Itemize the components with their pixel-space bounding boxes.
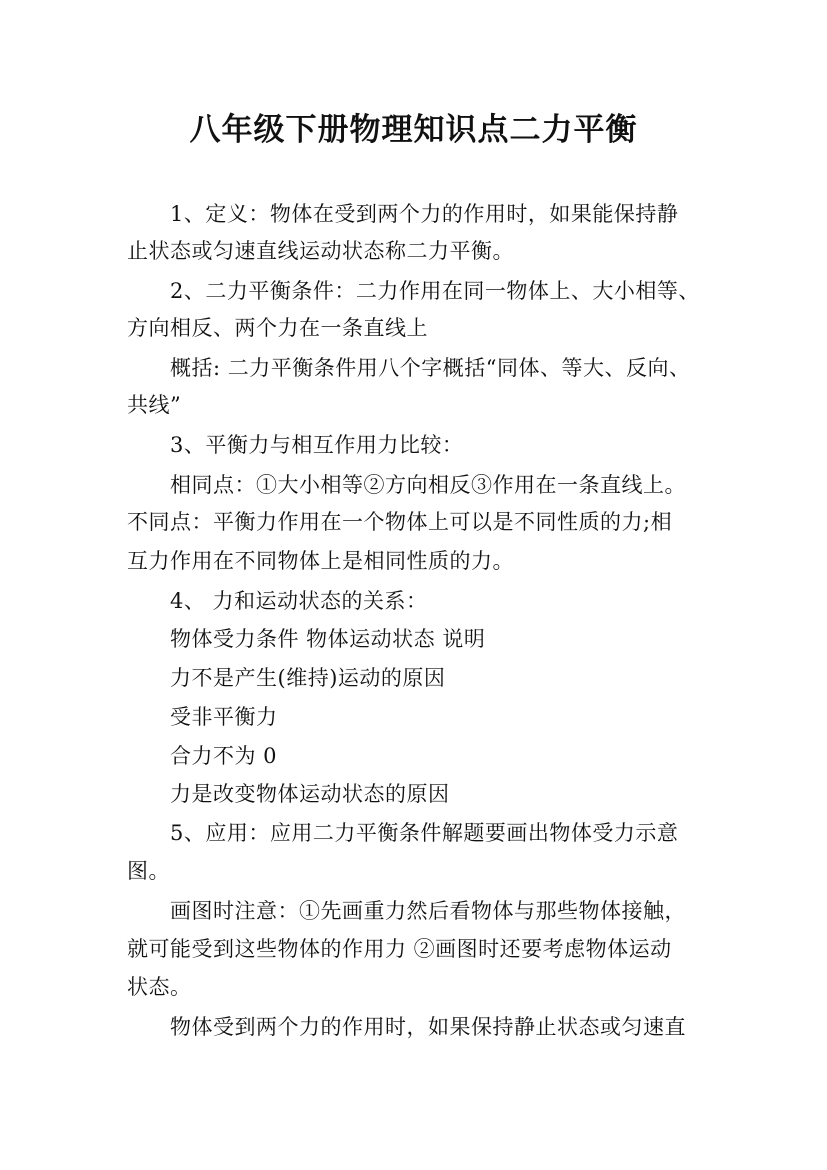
text-line: 状态。: [127, 975, 192, 999]
text-line: 5、应用：应用二力平衡条件解题要画出物体受力示意: [170, 821, 679, 845]
text-line: 1、定义：物体在受到两个力的作用时，如果能保持静: [170, 202, 679, 226]
text-line: 合力不为 0: [170, 744, 278, 768]
text-line: 概括: 二力平衡条件用八个字概括“同体、等大、反向、: [170, 356, 691, 380]
text-line: 4、 力和运动状态的关系：: [170, 589, 428, 613]
text-line: 互力作用在不同物体上是相同性质的力。: [127, 549, 514, 573]
document-title: 八年级下册物理知识点二力平衡: [189, 112, 638, 148]
text-line: 物体受力条件 物体运动状态 说明: [170, 627, 486, 651]
text-line: 止状态或匀速直线运动状态称二力平衡。: [127, 239, 514, 263]
text-line: 不同点：平衡力作用在一个物体上可以是不同性质的力;相: [127, 510, 673, 534]
text-line: 受非平衡力: [170, 705, 278, 729]
text-line: 共线”: [127, 393, 182, 417]
text-line: 物体受到两个力的作用时，如果保持静止状态或匀速直: [170, 1015, 686, 1039]
text-line: 画图时注意：①先画重力然后看物体与那些物体接触，: [170, 899, 686, 923]
text-line: 就可能受到这些物体的作用力 ②画图时还要考虑物体运动: [127, 937, 672, 961]
text-line: 力不是产生(维持)运动的原因: [170, 666, 446, 690]
text-line: 3、平衡力与相互作用力比较：: [170, 433, 464, 457]
text-line: 相同点：①大小相等②方向相反③作用在一条直线上。: [170, 473, 686, 497]
text-line: 力是改变物体运动状态的原因: [170, 782, 450, 806]
text-line: 方向相反、两个力在一条直线上: [127, 316, 428, 340]
text-line: 图。: [127, 859, 170, 883]
text-line: 2、二力平衡条件：二力作用在同一物体上、大小相等、: [170, 279, 700, 303]
